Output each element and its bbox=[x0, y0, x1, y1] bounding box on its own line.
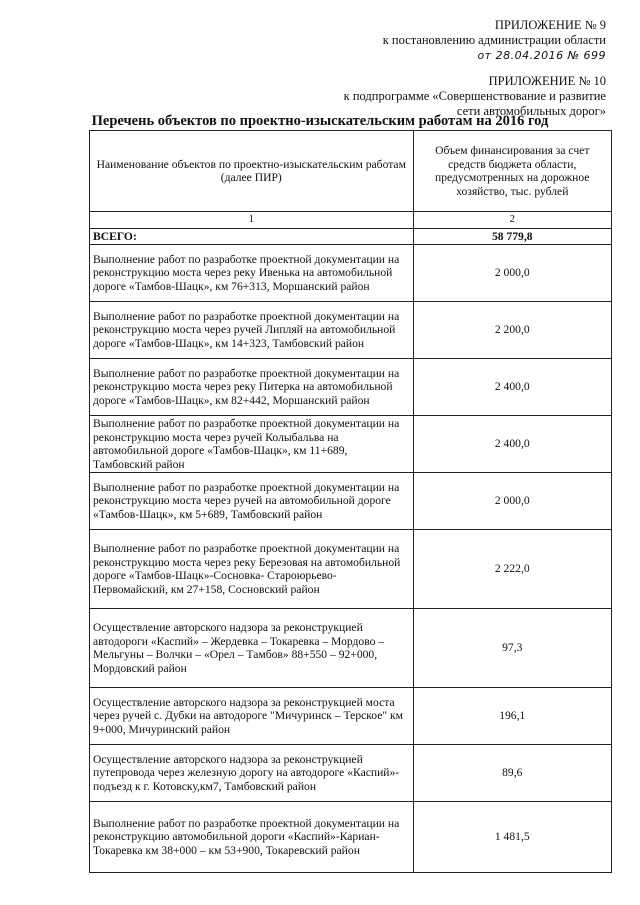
object-name: Выполнение работ по разработке проектной документации на реконструкцию автомобильной дороги «Каспий»-Кариан-Токаревка км 38+000 – км 53+900, Токаревский район bbox=[90, 802, 414, 873]
table-row bbox=[90, 609, 612, 688]
column-number-row bbox=[90, 212, 612, 229]
appendix-9-title: ПРИЛОЖЕНИЕ № 9 bbox=[494, 18, 606, 32]
col2-header: Объем финансирования за счет средств бюджета области, предусмотренных на дорожное хозяйство, тыс. рублей bbox=[413, 131, 611, 212]
table-row bbox=[90, 416, 612, 473]
object-amount: 2 000,0 bbox=[413, 245, 611, 302]
total-label: ВСЕГО: bbox=[90, 228, 414, 245]
document-title: Перечень объектов по проектно-изыскательским работам на 2016 год bbox=[91, 113, 549, 129]
total-row bbox=[90, 228, 612, 245]
object-amount: 89,6 bbox=[413, 745, 611, 802]
table-header-row bbox=[90, 131, 612, 212]
object-name: Осуществление авторского надзора за реконструкцией моста через ручей с. Дубки на автодороге "Мичуринск – Терское" км 9+000, Мичуринский район bbox=[90, 688, 414, 745]
object-name: Выполнение работ по разработке проектной документации на реконструкцию моста через ручей Липляй на автомобильной дороге «Тамбов-Шацк», км 14+323, Тамбовский район bbox=[90, 302, 414, 359]
table-row bbox=[90, 245, 612, 302]
object-amount: 2 400,0 bbox=[413, 359, 611, 416]
object-name: Выполнение работ по разработке проектной документации на реконструкцию моста через реку Ивенька на автомобильной дороге «Тамбов-Шацк», км 76+313, Моршанский район bbox=[90, 245, 414, 302]
object-name: Выполнение работ по разработке проектной документации на реконструкцию моста через реку Питерка на автомобильной дороге «Тамбов-Шацк», км 82+442, Моршанский район bbox=[90, 359, 414, 416]
col2-number: 2 bbox=[413, 212, 611, 229]
object-name: Выполнение работ по разработке проектной документации на реконструкцию моста через реку Березовая на автомобильной дороге «Тамбов-Шацк»-Сосновка- Староюрьево- Первомайский, км 27+158, Сосновский район bbox=[90, 530, 414, 609]
table-row bbox=[90, 745, 612, 802]
objects-table bbox=[89, 130, 612, 873]
table-row bbox=[90, 802, 612, 873]
appendix-9-subtitle: к постановлению администрации области bbox=[382, 33, 606, 47]
table-row bbox=[90, 530, 612, 609]
object-amount: 1 481,5 bbox=[413, 802, 611, 873]
table-row bbox=[90, 473, 612, 530]
object-name: Осуществление авторского надзора за реконструкцией автодороги «Каспий» – Жердевка – Токаревка – Мордово – Мельгуны – Волчки – «Орел – Тамбов» 88+550 – 92+000, Мордовский район bbox=[90, 609, 414, 688]
appendix-10-title: ПРИЛОЖЕНИЕ № 10 bbox=[488, 74, 606, 88]
appendix-9-header bbox=[383, 18, 606, 63]
object-name: Выполнение работ по разработке проектной документации на реконструкцию моста через ручей на автомобильной дороге «Тамбов-Шацк», км 5+689, Тамбовский район bbox=[90, 473, 414, 530]
handwritten-date-number: от 28.04.2016 № 699 bbox=[477, 49, 606, 62]
total-value: 58 779,8 bbox=[413, 228, 611, 245]
table-row bbox=[90, 302, 612, 359]
object-amount: 2 200,0 bbox=[413, 302, 611, 359]
object-amount: 97,3 bbox=[413, 609, 611, 688]
appendix-10-subtitle-line1: к подпрограмме «Совершенствование и развитие bbox=[343, 89, 606, 103]
object-name: Выполнение работ по разработке проектной документации на реконструкцию моста через ручей Колыбальва на автомобильной дороге «Тамбов-Шацк», км 11+689, Тамбовский район bbox=[90, 416, 414, 473]
object-amount: 2 000,0 bbox=[413, 473, 611, 530]
object-amount: 2 400,0 bbox=[413, 416, 611, 473]
appendix-10-subtitle-line2: сети автомобильных дорог» bbox=[456, 104, 606, 118]
col1-header: Наименование объектов по проектно-изыскательским работам (далее ПИР) bbox=[90, 131, 414, 212]
table-row bbox=[90, 688, 612, 745]
object-name: Осуществление авторского надзора за реконструкцией путепровода через железную дорогу на автодороге «Каспий»-подъезд к г. Котовску,км7, Тамбовский район bbox=[90, 745, 414, 802]
object-amount: 2 222,0 bbox=[413, 530, 611, 609]
object-amount: 196,1 bbox=[413, 688, 611, 745]
col1-number: 1 bbox=[90, 212, 414, 229]
table-row bbox=[90, 359, 612, 416]
